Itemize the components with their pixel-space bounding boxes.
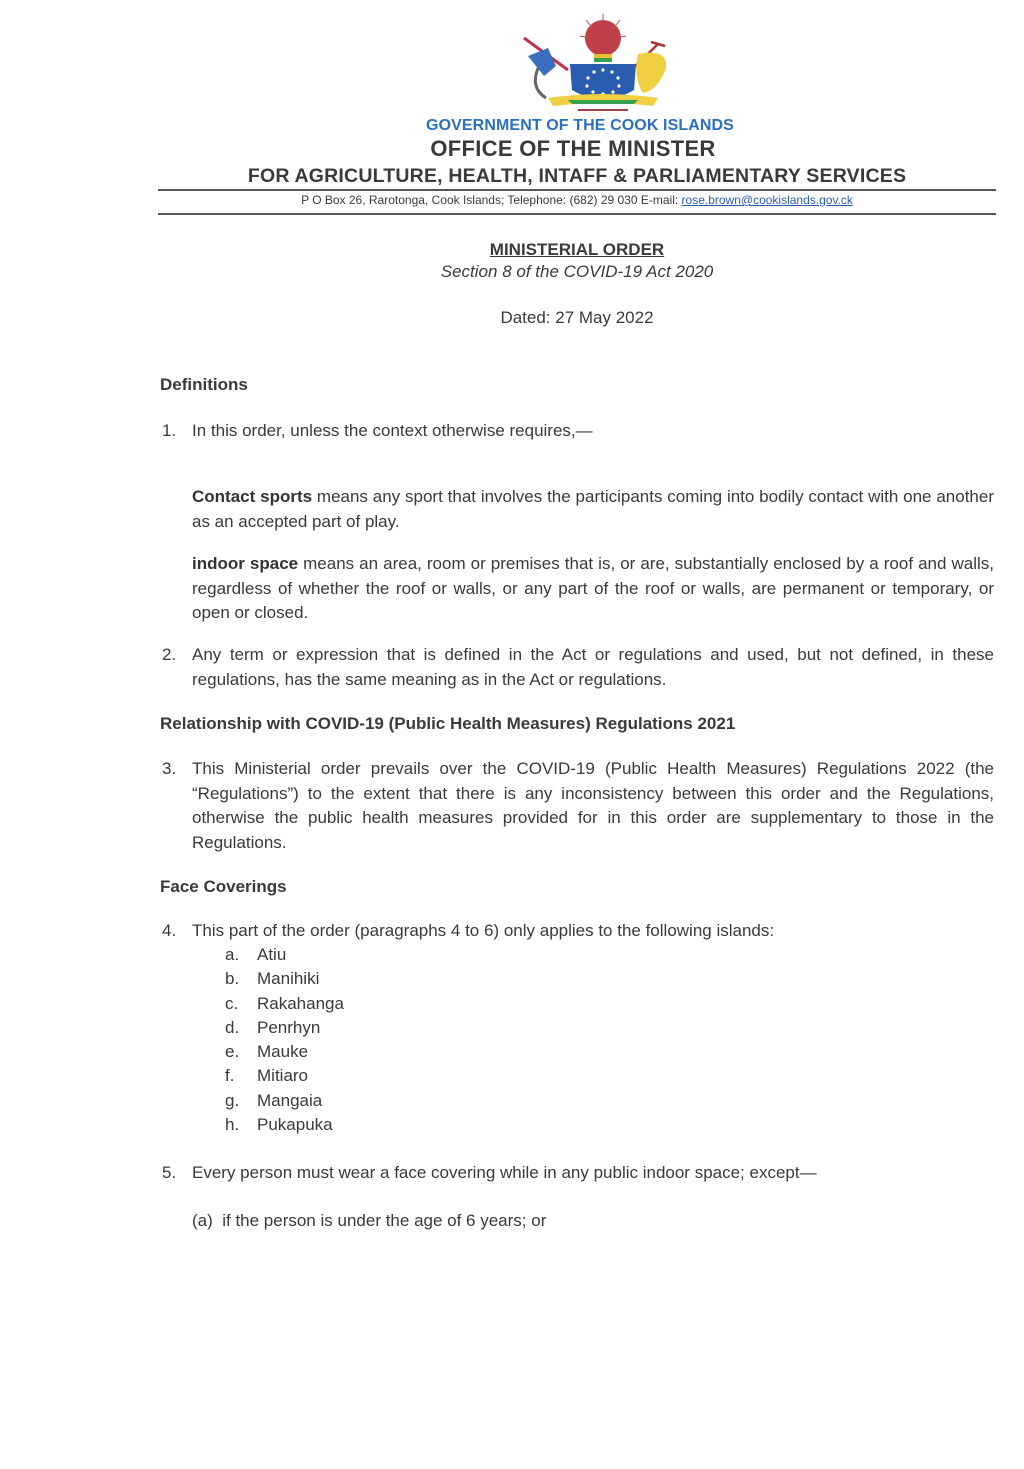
heading-relationship: Relationship with COVID-19 (Public Health Measures) Regulations 2021: [160, 714, 736, 733]
coat-of-arms-icon: [508, 8, 698, 116]
island-item: a. Atiu: [225, 945, 287, 964]
header-divider-bottom: [158, 213, 996, 215]
para-1-number: 1.: [162, 421, 177, 440]
heading-definitions: Definitions: [160, 375, 248, 394]
order-subtitle: Section 8 of the COVID-19 Act 2020: [440, 262, 714, 281]
heading-face-coverings: Face Coverings: [160, 877, 287, 896]
island-item: c. Rakahanga: [225, 993, 344, 1013]
island-item: b. Manihiki: [225, 969, 320, 989]
island-item: h. Pukapuka: [225, 1115, 333, 1135]
header-divider-top: [158, 189, 996, 191]
contact-line: [0, 193, 1024, 207]
term-indoor-space: indoor space: [192, 554, 299, 573]
ministries-title: FOR AGRICULTURE, HEALTH, INTAFF & PARLIAMENTARY SERVICES: [247, 165, 907, 187]
para-5a-text: (a) if the person is under the age of 6 years; or: [192, 1211, 547, 1230]
island-item: g. Mangaia: [225, 1090, 323, 1110]
para-3-number: 3.: [162, 759, 177, 778]
def-contact-sports: means any sport that involves the participants coming into bodily contact with one another as an accepted part of play.: [192, 487, 994, 531]
term-contact-sports: Contact sports: [192, 487, 313, 506]
government-title: GOVERNMENT OF THE COOK ISLANDS: [426, 117, 734, 134]
para-4-text: This part of the order (paragraphs 4 to 6) only applies to the following islands:: [192, 921, 775, 940]
office-title: OFFICE OF THE MINISTER: [430, 136, 716, 161]
para-3-text: This Ministerial order prevails over the COVID-19 (Public Health Measures) Regulations 2022 (the “Regulations”) to the extent that there is any inconsistency between this order and the Regulations, otherwise the public health measures provided for in this order are supplementary to those in the Regulations.: [192, 759, 994, 852]
para-2-number: 2.: [162, 645, 177, 664]
island-list: [225, 943, 344, 1137]
island-item: e. Mauke: [225, 1042, 309, 1062]
para-2-text: Any term or expression that is defined in the Act or regulations and used, but not defined, in these regulations, has the same meaning as in the Act or regulations.: [192, 645, 994, 689]
email-link[interactable]: rose.brown@cookislands.gov.ck: [681, 193, 853, 207]
contact-address: P O Box 26, Rarotonga, Cook Islands; Telephone: (682) 29 030 E-mail:: [301, 193, 682, 207]
order-date: Dated: 27 May 2022: [500, 308, 654, 327]
def-indoor-space: means an area, room or premises that is, or are, substantially enclosed by a roof and walls, regardless of whether the roof or walls, or any part of the roof or walls, are permanent or temporary, or open or closed.: [192, 554, 994, 622]
para-5-text: Every person must wear a face covering while in any public indoor space; except—: [192, 1163, 817, 1182]
para-1-text: In this order, unless the context otherwise requires,—: [192, 421, 593, 440]
definition-indoor-space: [192, 552, 994, 626]
island-item: f. Mitiaro: [225, 1066, 309, 1086]
order-title: MINISTERIAL ORDER: [489, 240, 665, 259]
para-5-number: 5.: [162, 1163, 177, 1182]
island-item: d. Penrhyn: [225, 1017, 321, 1037]
definition-contact-sports: [192, 485, 994, 534]
para-4-number: 4.: [162, 921, 177, 940]
